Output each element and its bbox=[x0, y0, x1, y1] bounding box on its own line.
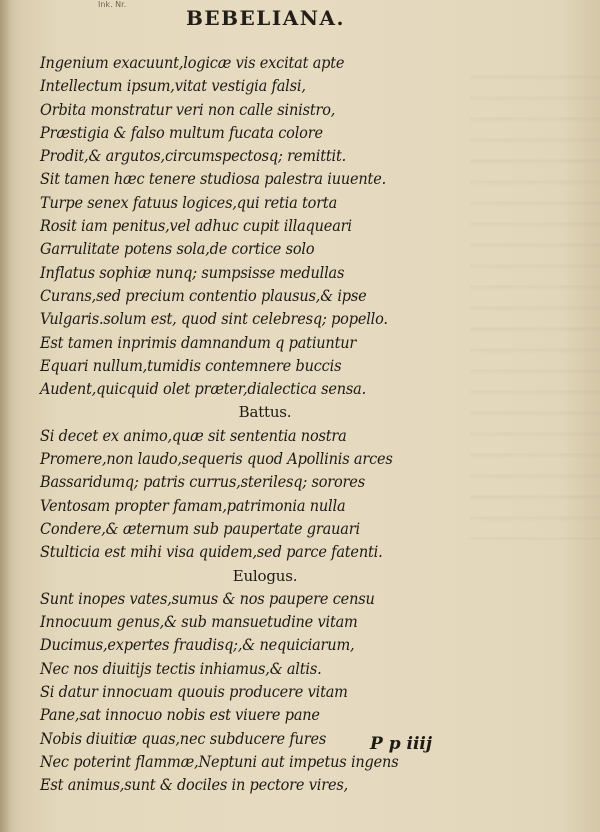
verse-line: Innocuum genus,& sub mansuetudine vitam bbox=[40, 613, 358, 632]
verse-line: Condere,& æternum sub paupertate grauari bbox=[40, 519, 360, 538]
speaker-name: Eulogus. bbox=[232, 566, 298, 585]
verse-line: Nobis diuitiæ quas,nec subducere fures bbox=[40, 729, 327, 748]
verse-line: Curans,sed precium contentio plausus,& ipse bbox=[40, 286, 367, 305]
verse-line: Vulgaris.solum est, quod sint celebresq; popello. bbox=[40, 310, 388, 329]
verse-line: Intellectum ipsum,vitat vestigia falsi, bbox=[40, 77, 306, 96]
signature-mark: P p iiij bbox=[370, 734, 433, 754]
show-through-text bbox=[470, 60, 600, 540]
verse-line: Stulticia est mihi visa quidem,sed parce fatenti. bbox=[40, 543, 383, 562]
verse-line: Nec poterint flammæ,Neptuni aut impetus ingens bbox=[40, 752, 399, 771]
verse-line: Ducimus,expertes fraudisq;,& nequiciarum, bbox=[40, 636, 355, 655]
verse-line: Nec nos diuitijs tectis inhiamus,& altis. bbox=[40, 659, 322, 678]
verse-line: Equari nullum,tumidis contemnere buccis bbox=[40, 356, 342, 375]
verse-line: Rosit iam penitus,vel adhuc cupit illaqueari bbox=[40, 217, 352, 236]
verse-line: Garrulitate potens sola,de cortice solo bbox=[40, 240, 315, 259]
verse-line: Audent,quicquid olet præter,dialectica sensa. bbox=[40, 380, 367, 399]
speaker-name: Battus. bbox=[238, 403, 292, 422]
verse-line: Inflatus sophiæ nunq; sumpsisse medullas bbox=[40, 263, 345, 282]
verse-line: Sunt inopes vates,sumus & nos paupere censu bbox=[40, 589, 375, 608]
verse-line: Bassaridumq; patris currus,sterilesq; sorores bbox=[40, 473, 365, 492]
verse-line: Promere,non laudo,sequeris quod Apollinis arces bbox=[40, 450, 393, 469]
page-edge bbox=[0, 0, 10, 832]
verse-line: Est animus,sunt & dociles in pectore vires, bbox=[40, 776, 349, 795]
verse-line: Præstigia & falso multum fucata colore bbox=[40, 123, 323, 142]
verse-line: Turpe senex fatuus logices,qui retia torta bbox=[40, 193, 338, 212]
corner-note: Ink. Nr. bbox=[98, 0, 127, 9]
verse-line: Si datur innocuam quouis producere vitam bbox=[40, 683, 348, 702]
verse-line: Prodit,& argutos,circumspectosq; remittit. bbox=[40, 147, 347, 166]
verse-line: Ingenium exacuunt,logicæ vis excitat apte bbox=[40, 54, 345, 72]
verse-line: Sit tamen hæc tenere studiosa palestra iuuente. bbox=[40, 170, 387, 189]
running-head: BEBELIANA. bbox=[186, 6, 345, 30]
verse-line: Pane,sat innocuo nobis est viuere pane bbox=[40, 706, 320, 725]
verse-line: Est tamen inprimis damnandum q patiuntur bbox=[40, 333, 357, 352]
verse-line: Orbita monstratur veri non calle sinistro, bbox=[40, 100, 336, 119]
verse-line: Si decet ex animo,quæ sit sententia nostra bbox=[40, 426, 347, 445]
verse-line: Ventosam propter famam,patrimonia nulla bbox=[40, 496, 346, 515]
verse-text bbox=[40, 52, 460, 798]
